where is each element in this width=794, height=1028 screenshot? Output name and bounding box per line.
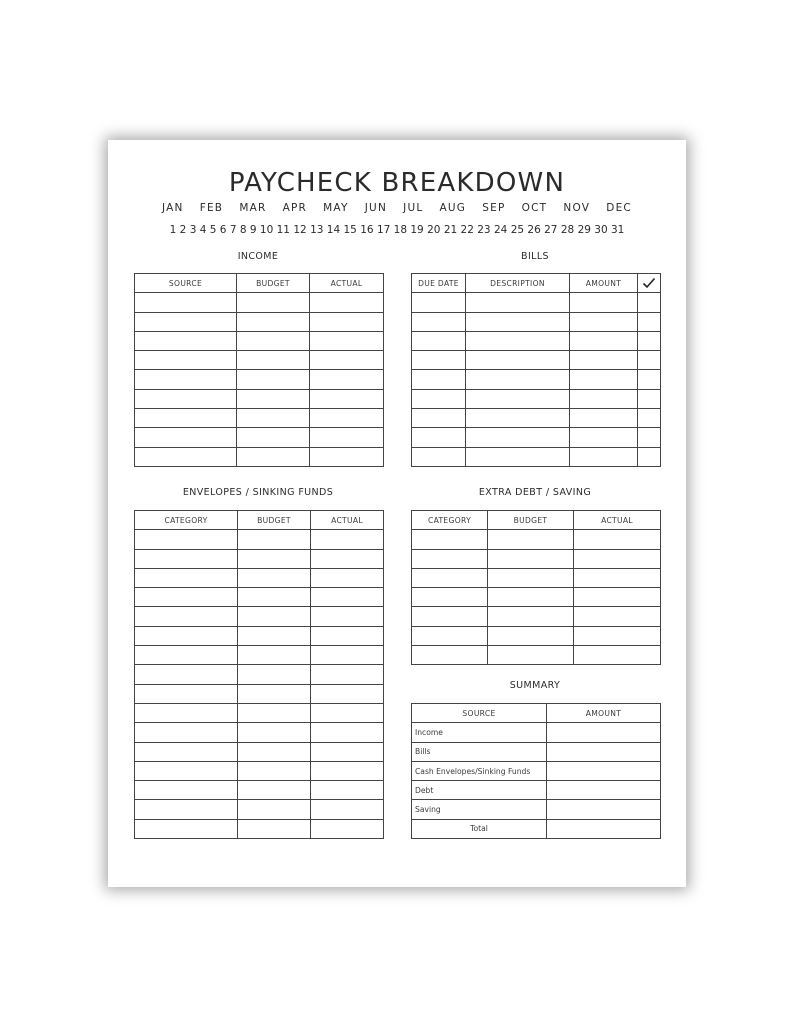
extra_debt-cell[interactable] <box>488 549 574 568</box>
envelopes-cell[interactable] <box>311 800 384 819</box>
table-row <box>135 549 384 568</box>
planner-sheet <box>108 140 686 887</box>
table-row <box>412 626 661 645</box>
income-cell[interactable] <box>310 370 384 389</box>
bills-cell[interactable] <box>638 428 661 447</box>
envelopes-cell[interactable] <box>238 800 311 819</box>
extra_debt-cell[interactable] <box>488 626 574 645</box>
income-cell[interactable] <box>237 447 310 466</box>
table-row <box>412 293 661 312</box>
extra_debt-cell[interactable] <box>574 568 661 587</box>
month-oct[interactable]: OCT <box>521 202 548 214</box>
envelopes-cell[interactable] <box>311 703 384 722</box>
extra_debt-header-row <box>412 511 661 530</box>
table-row <box>412 530 661 549</box>
summary-row-label: Cash Envelopes/Sinking Funds <box>412 761 547 780</box>
day-24[interactable]: 24 <box>493 224 508 236</box>
day-4[interactable]: 4 <box>199 224 207 236</box>
income-header-budget: BUDGET <box>237 274 310 293</box>
bills-cell[interactable] <box>466 447 570 466</box>
bills-header-check <box>638 274 661 293</box>
summary-total-row <box>412 819 661 838</box>
envelopes-cell[interactable] <box>311 781 384 800</box>
extra_debt-header-actual: ACTUAL <box>574 511 661 530</box>
table-row <box>135 389 384 408</box>
table-row <box>135 607 384 626</box>
bills-cell[interactable] <box>638 331 661 350</box>
day-6[interactable]: 6 <box>219 224 227 236</box>
bills-cell[interactable] <box>466 409 570 428</box>
bills-cell[interactable] <box>466 293 570 312</box>
month-nov[interactable]: NOV <box>563 202 591 214</box>
bills-cell[interactable] <box>466 312 570 331</box>
summary-row-label: Income <box>412 723 547 742</box>
bills-cell[interactable] <box>412 389 466 408</box>
envelopes-cell[interactable] <box>238 761 311 780</box>
bills-cell[interactable] <box>570 370 638 389</box>
table-row <box>135 530 384 549</box>
extra_debt-cell[interactable] <box>574 646 661 665</box>
table-row <box>135 293 384 312</box>
income-cell[interactable] <box>310 351 384 370</box>
summary-amount-cell[interactable] <box>547 761 661 780</box>
envelopes-cell[interactable] <box>311 723 384 742</box>
bills-cell[interactable] <box>570 409 638 428</box>
envelopes-cell[interactable] <box>135 742 238 761</box>
day-11[interactable]: 11 <box>276 224 290 236</box>
table-row <box>135 723 384 742</box>
table-row <box>412 370 661 389</box>
envelopes-cell[interactable] <box>311 530 384 549</box>
table-row <box>412 761 661 780</box>
extra_debt-cell[interactable] <box>574 607 661 626</box>
envelopes-cell[interactable] <box>311 549 384 568</box>
envelopes-cell[interactable] <box>238 530 311 549</box>
bills-cell[interactable] <box>638 293 661 312</box>
summary-row-label: Debt <box>412 781 547 800</box>
income-header-row <box>135 274 384 293</box>
bills-cell[interactable] <box>570 447 638 466</box>
envelopes-cell[interactable] <box>238 742 311 761</box>
month-sep[interactable]: SEP <box>482 202 506 214</box>
bills-cell[interactable] <box>570 389 638 408</box>
extra_debt-cell[interactable] <box>412 568 488 587</box>
day-27[interactable]: 27 <box>544 224 558 236</box>
income-cell[interactable] <box>310 409 384 428</box>
envelopes-cell[interactable] <box>238 703 311 722</box>
income-table <box>134 273 384 467</box>
envelopes-cell[interactable] <box>238 549 311 568</box>
bills-cell[interactable] <box>466 351 570 370</box>
income-cell[interactable] <box>135 351 237 370</box>
day-selector <box>108 224 686 236</box>
table-row <box>135 428 384 447</box>
table-row <box>135 684 384 703</box>
envelopes-cell[interactable] <box>238 665 311 684</box>
envelopes-cell[interactable] <box>135 761 238 780</box>
bills-cell[interactable] <box>466 389 570 408</box>
day-16[interactable]: 16 <box>360 224 374 236</box>
income-cell[interactable] <box>310 428 384 447</box>
extra_debt-cell[interactable] <box>488 607 574 626</box>
table-row <box>412 331 661 350</box>
envelopes-cell[interactable] <box>311 607 384 626</box>
table-row <box>412 409 661 428</box>
bills-cell[interactable] <box>638 351 661 370</box>
day-9[interactable]: 9 <box>249 224 257 236</box>
day-25[interactable]: 25 <box>510 224 525 236</box>
bills-cell[interactable] <box>570 293 638 312</box>
envelopes-cell[interactable] <box>135 781 238 800</box>
envelopes-cell[interactable] <box>238 684 311 703</box>
extra_debt-cell[interactable] <box>412 549 488 568</box>
bills-cell[interactable] <box>570 331 638 350</box>
extra_debt-cell[interactable] <box>488 530 574 549</box>
bills-cell[interactable] <box>466 370 570 389</box>
table-row <box>135 312 384 331</box>
income-cell[interactable] <box>237 351 310 370</box>
income-cell[interactable] <box>135 389 237 408</box>
envelopes-cell[interactable] <box>135 588 238 607</box>
day-8[interactable]: 8 <box>239 224 247 236</box>
envelopes-cell[interactable] <box>311 665 384 684</box>
envelopes-header-actual: ACTUAL <box>311 511 384 530</box>
table-row <box>135 626 384 645</box>
envelopes-cell[interactable] <box>311 761 384 780</box>
month-mar[interactable]: MAR <box>239 202 267 214</box>
bills-table <box>411 273 661 467</box>
income-cell[interactable] <box>135 312 237 331</box>
bills-cell[interactable] <box>412 370 466 389</box>
bills-cell[interactable] <box>412 312 466 331</box>
envelopes-cell[interactable] <box>135 703 238 722</box>
envelopes-cell[interactable] <box>238 626 311 645</box>
envelopes-cell[interactable] <box>238 723 311 742</box>
envelopes-cell[interactable] <box>238 588 311 607</box>
table-row <box>135 331 384 350</box>
table-row <box>135 588 384 607</box>
envelopes-cell[interactable] <box>238 781 311 800</box>
income-cell[interactable] <box>237 389 310 408</box>
month-dec[interactable]: DEC <box>606 202 632 214</box>
extra_debt-cell[interactable] <box>574 588 661 607</box>
table-row <box>135 665 384 684</box>
envelopes-cell[interactable] <box>238 568 311 587</box>
envelopes-cell[interactable] <box>135 626 238 645</box>
table-row <box>412 723 661 742</box>
summary-amount-cell[interactable] <box>547 742 661 761</box>
table-row <box>412 312 661 331</box>
table-row <box>135 819 384 838</box>
table-row <box>135 351 384 370</box>
bills-cell[interactable] <box>412 428 466 447</box>
income-title: INCOME <box>237 251 279 262</box>
extra_debt-cell[interactable] <box>412 607 488 626</box>
day-21[interactable]: 21 <box>443 224 458 236</box>
envelopes-cell[interactable] <box>135 530 238 549</box>
table-row <box>135 800 384 819</box>
income-cell[interactable] <box>237 293 310 312</box>
month-feb[interactable]: FEB <box>199 202 224 214</box>
envelopes-table <box>134 510 384 839</box>
income-header-source: SOURCE <box>135 274 237 293</box>
table-row <box>135 781 384 800</box>
extra_debt-cell[interactable] <box>488 646 574 665</box>
bills-cell[interactable] <box>412 331 466 350</box>
extra_debt-cell[interactable] <box>574 530 661 549</box>
day-13[interactable]: 13 <box>310 224 324 236</box>
income-cell[interactable] <box>135 293 237 312</box>
envelopes-cell[interactable] <box>311 588 384 607</box>
extra_debt-header-category: CATEGORY <box>412 511 488 530</box>
month-selector <box>162 202 632 214</box>
envelopes-cell[interactable] <box>311 646 384 665</box>
bills-cell[interactable] <box>412 409 466 428</box>
bills-cell[interactable] <box>638 409 661 428</box>
day-3[interactable]: 3 <box>189 224 197 236</box>
income-cell[interactable] <box>237 409 310 428</box>
income-cell[interactable] <box>237 370 310 389</box>
day-12[interactable]: 12 <box>293 224 307 236</box>
envelopes-cell[interactable] <box>135 819 238 838</box>
envelopes-title: ENVELOPES / SINKING FUNDS <box>182 487 334 498</box>
envelopes-header-row <box>135 511 384 530</box>
table-row <box>135 370 384 389</box>
envelopes-cell[interactable] <box>135 800 238 819</box>
income-cell[interactable] <box>135 428 237 447</box>
bills-cell[interactable] <box>638 312 661 331</box>
table-row <box>412 428 661 447</box>
table-row <box>135 646 384 665</box>
day-31[interactable]: 31 <box>611 224 625 236</box>
bills-header-row <box>412 274 661 293</box>
income-cell[interactable] <box>237 428 310 447</box>
envelopes-cell[interactable] <box>311 568 384 587</box>
table-row <box>412 568 661 587</box>
envelopes-cell[interactable] <box>135 549 238 568</box>
envelopes-cell[interactable] <box>311 819 384 838</box>
envelopes-cell[interactable] <box>135 684 238 703</box>
income-header-actual: ACTUAL <box>310 274 384 293</box>
bills-cell[interactable] <box>412 351 466 370</box>
extra_debt-cell[interactable] <box>412 588 488 607</box>
day-26[interactable]: 26 <box>527 224 541 236</box>
table-row <box>135 742 384 761</box>
envelopes-cell[interactable] <box>135 723 238 742</box>
bills-cell[interactable] <box>570 428 638 447</box>
table-row <box>412 389 661 408</box>
bills-cell[interactable] <box>638 370 661 389</box>
month-aug[interactable]: AUG <box>439 202 467 214</box>
envelopes-cell[interactable] <box>238 646 311 665</box>
table-row <box>412 447 661 466</box>
extra_debt-cell[interactable] <box>412 626 488 645</box>
table-row <box>412 588 661 607</box>
extra-debt-table <box>411 510 661 665</box>
envelopes-cell[interactable] <box>135 646 238 665</box>
day-28[interactable]: 28 <box>560 224 575 236</box>
day-10[interactable]: 10 <box>259 224 274 236</box>
envelopes-cell[interactable] <box>135 665 238 684</box>
income-cell[interactable] <box>310 389 384 408</box>
table-row <box>135 409 384 428</box>
envelopes-cell[interactable] <box>311 626 384 645</box>
income-cell[interactable] <box>237 331 310 350</box>
table-row <box>412 781 661 800</box>
extra_debt-cell[interactable] <box>488 588 574 607</box>
envelopes-cell[interactable] <box>238 819 311 838</box>
envelopes-cell[interactable] <box>238 607 311 626</box>
summary-title: SUMMARY <box>509 680 561 691</box>
bills-cell[interactable] <box>466 331 570 350</box>
summary-row-label: Saving <box>412 800 547 819</box>
day-15[interactable]: 15 <box>343 224 357 236</box>
table-row <box>135 703 384 722</box>
month-apr[interactable]: APR <box>282 202 308 214</box>
bills-header-amount: AMOUNT <box>570 274 638 293</box>
table-row <box>135 761 384 780</box>
summary-header-amount: AMOUNT <box>547 704 661 723</box>
extra-debt-title: EXTRA DEBT / SAVING <box>478 487 592 498</box>
income-cell[interactable] <box>135 409 237 428</box>
day-2[interactable]: 2 <box>179 224 187 236</box>
summary-header-row <box>412 704 661 723</box>
income-cell[interactable] <box>310 331 384 350</box>
summary-amount-cell[interactable] <box>547 723 661 742</box>
bills-header-description: DESCRIPTION <box>466 274 570 293</box>
day-1[interactable]: 1 <box>169 224 177 236</box>
summary-amount-cell[interactable] <box>547 800 661 819</box>
extra_debt-cell[interactable] <box>412 530 488 549</box>
envelopes-header-category: CATEGORY <box>135 511 238 530</box>
day-29[interactable]: 29 <box>577 224 591 236</box>
bills-header-due-date: DUE DATE <box>412 274 466 293</box>
summary-total-cell[interactable] <box>547 819 661 838</box>
month-jun[interactable]: JUN <box>364 202 388 214</box>
table-row <box>412 549 661 568</box>
income-cell[interactable] <box>135 447 237 466</box>
envelopes-cell[interactable] <box>311 684 384 703</box>
extra_debt-cell[interactable] <box>488 568 574 587</box>
day-30[interactable]: 30 <box>594 224 608 236</box>
extra_debt-header-budget: BUDGET <box>488 511 574 530</box>
income-cell[interactable] <box>135 370 237 389</box>
day-7[interactable]: 7 <box>229 224 237 236</box>
day-14[interactable]: 14 <box>326 224 341 236</box>
envelopes-header-budget: BUDGET <box>238 511 311 530</box>
envelopes-cell[interactable] <box>135 607 238 626</box>
bills-title: BILLS <box>521 251 549 262</box>
day-22[interactable]: 22 <box>460 224 474 236</box>
bills-cell[interactable] <box>412 447 466 466</box>
table-row <box>135 568 384 587</box>
envelopes-cell[interactable] <box>311 742 384 761</box>
income-cell[interactable] <box>237 312 310 331</box>
bills-cell[interactable] <box>638 447 661 466</box>
extra_debt-cell[interactable] <box>412 646 488 665</box>
month-may[interactable]: MAY <box>323 202 349 214</box>
summary-row-label: Bills <box>412 742 547 761</box>
table-row <box>412 351 661 370</box>
income-cell[interactable] <box>310 447 384 466</box>
bills-cell[interactable] <box>466 428 570 447</box>
income-cell[interactable] <box>310 293 384 312</box>
income-cell[interactable] <box>135 331 237 350</box>
page-title: PAYCHECK BREAKDOWN <box>228 168 566 198</box>
summary-table <box>411 703 661 839</box>
summary-total-label: Total <box>412 819 547 838</box>
day-5[interactable]: 5 <box>209 224 217 236</box>
table-row <box>412 742 661 761</box>
income-cell[interactable] <box>310 312 384 331</box>
month-jan[interactable]: JAN <box>162 202 184 214</box>
day-23[interactable]: 23 <box>477 224 491 236</box>
envelopes-cell[interactable] <box>135 568 238 587</box>
bills-cell[interactable] <box>412 293 466 312</box>
summary-amount-cell[interactable] <box>547 781 661 800</box>
table-row <box>412 607 661 626</box>
bills-cell[interactable] <box>638 389 661 408</box>
day-20[interactable]: 20 <box>427 224 441 236</box>
bills-cell[interactable] <box>570 312 638 331</box>
checkmark-icon <box>638 277 660 289</box>
day-19[interactable]: 19 <box>410 224 424 236</box>
bills-cell[interactable] <box>570 351 638 370</box>
table-row <box>135 447 384 466</box>
extra_debt-cell[interactable] <box>574 549 661 568</box>
table-row <box>412 800 661 819</box>
extra_debt-cell[interactable] <box>574 626 661 645</box>
summary-header-source: SOURCE <box>412 704 547 723</box>
day-18[interactable]: 18 <box>393 224 408 236</box>
day-17[interactable]: 17 <box>376 224 391 236</box>
table-row <box>412 646 661 665</box>
month-jul[interactable]: JUL <box>403 202 424 214</box>
